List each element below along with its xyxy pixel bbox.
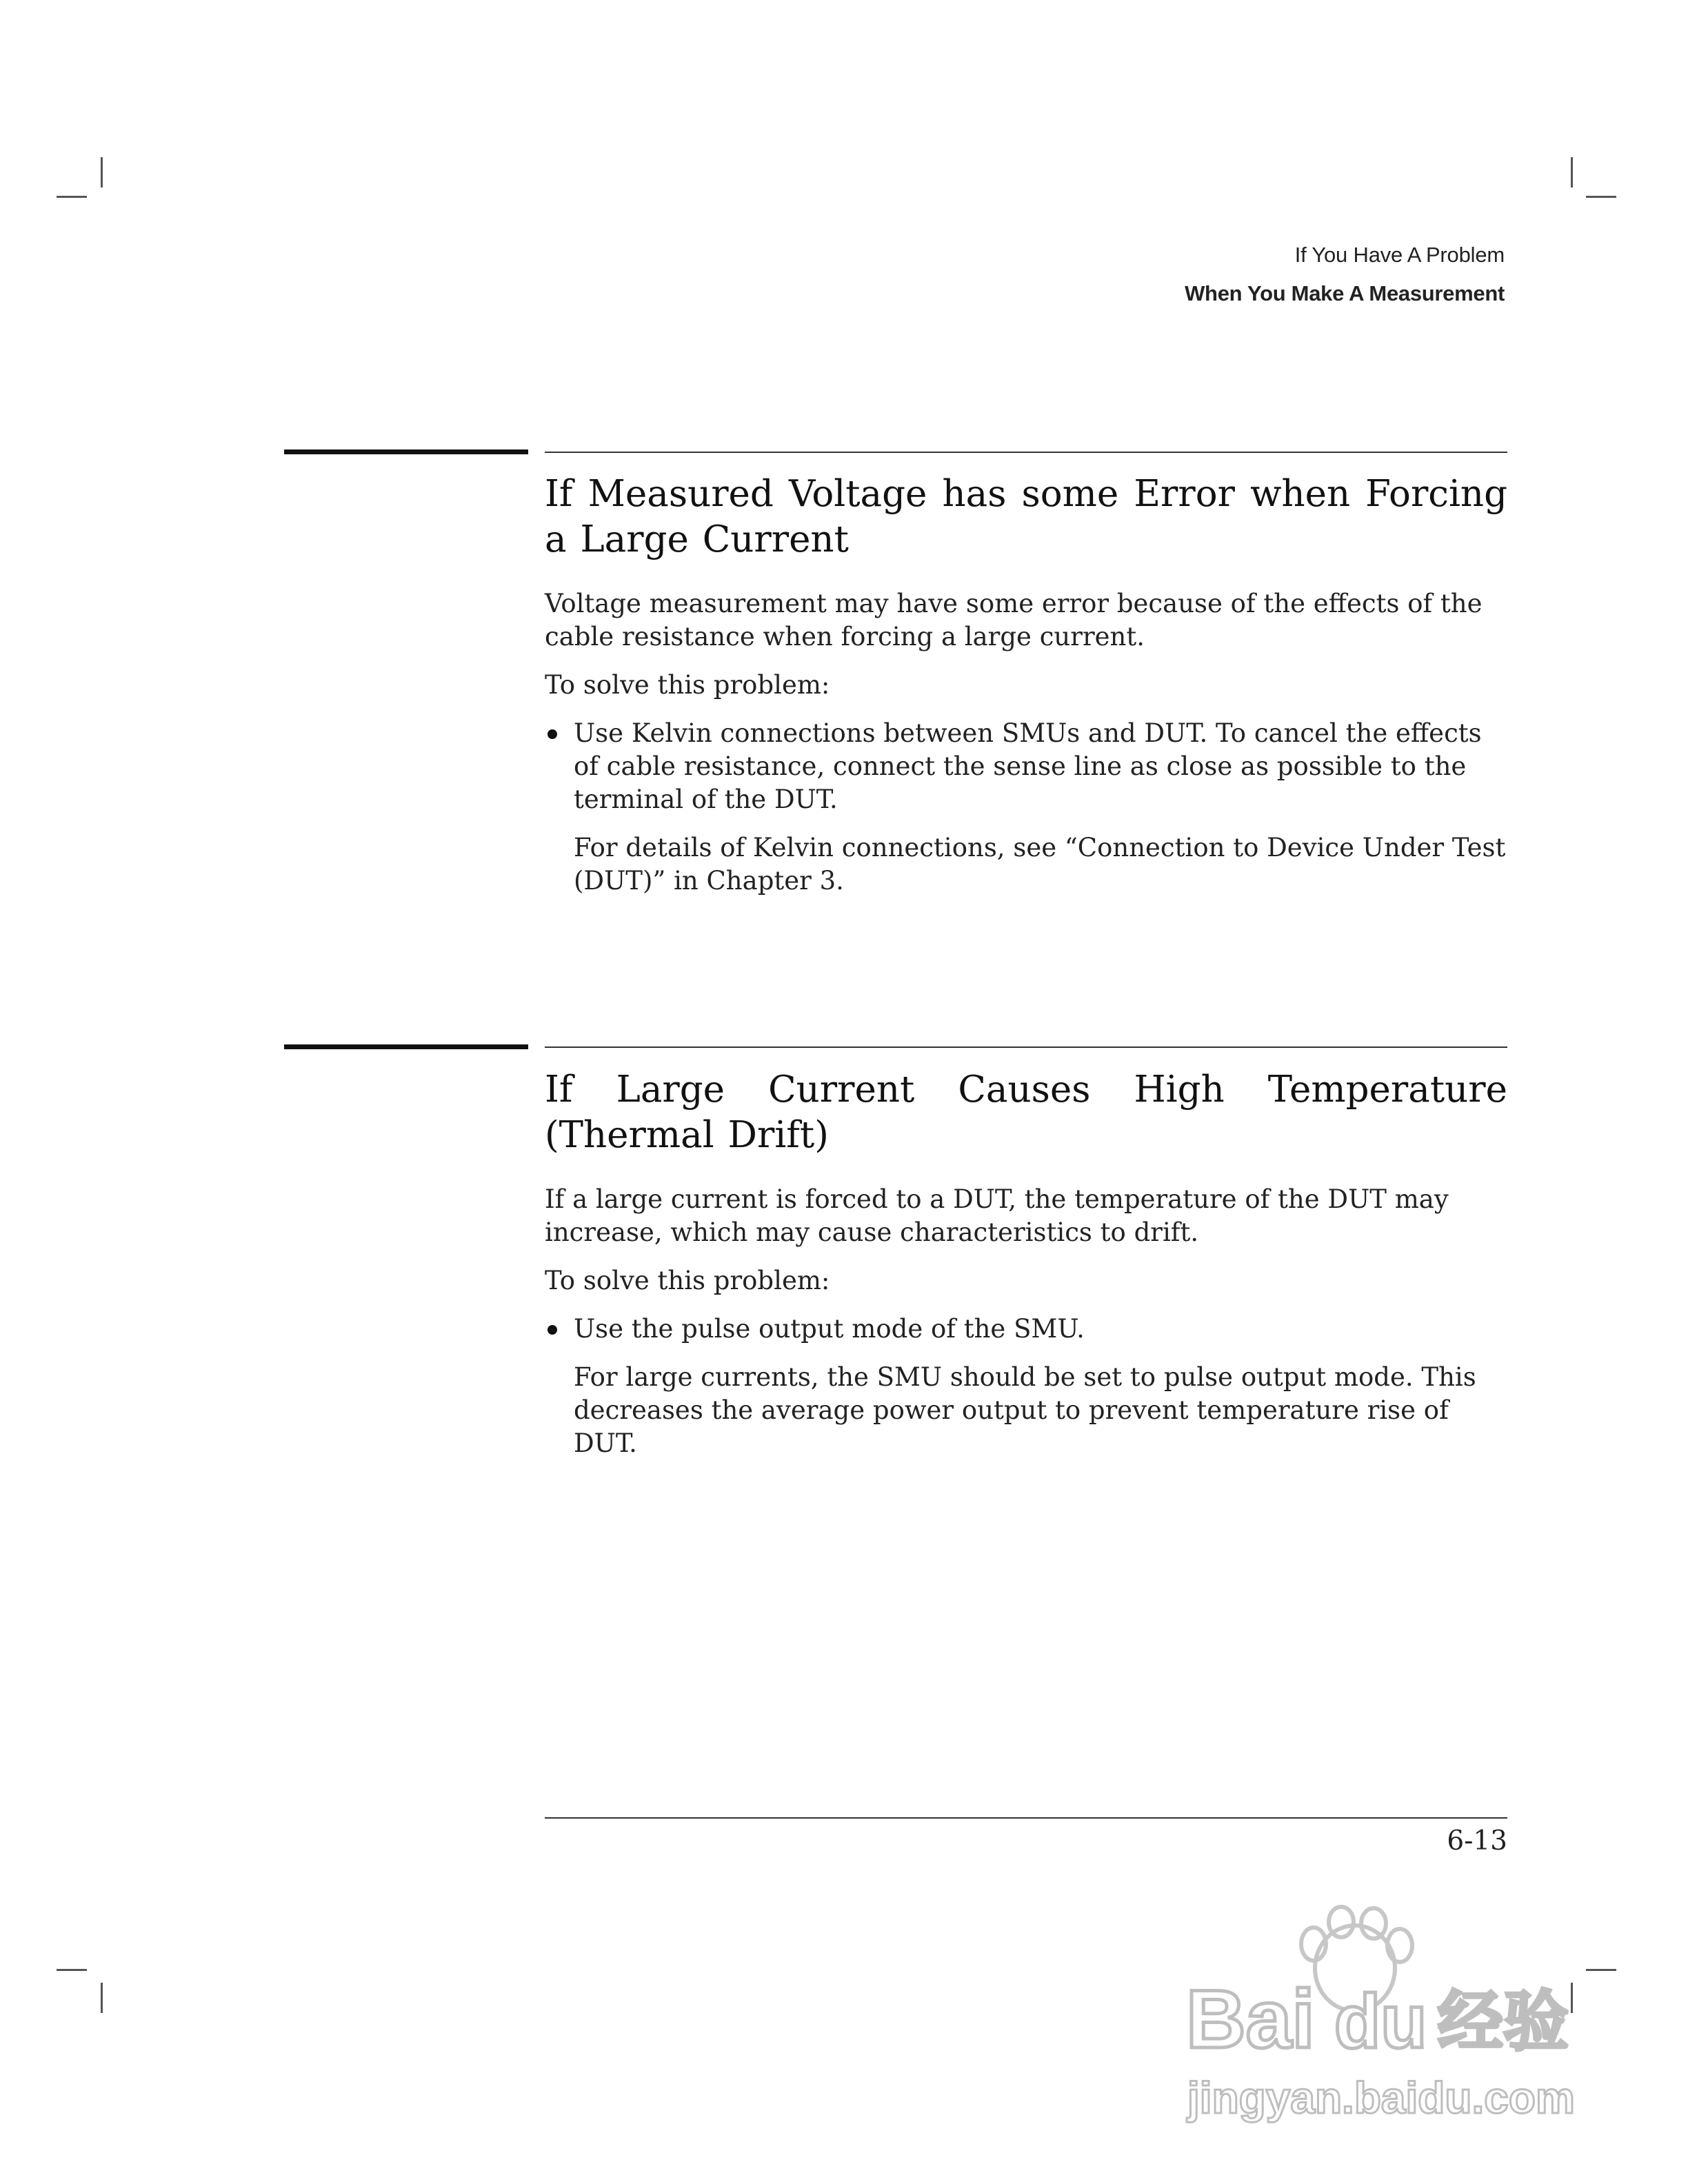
bullet-icon: [547, 729, 557, 739]
crop-mark-bottom-right: [1586, 1969, 1616, 1971]
section-title: If Large Current Causes High Temperature (Thermal Drift): [545, 1069, 1507, 1156]
section-rule-thin: [545, 1046, 1507, 1048]
section-rule-thick: [284, 449, 528, 454]
bullet-text: Use the pulse output mode of the SMU.: [574, 1314, 1085, 1344]
bullet-text: Use Kelvin connections between SMUs and DUT. To cancel the effects of cable resistance, connect the sense line as close as possible to the terminal of the DUT.: [574, 718, 1482, 814]
page-number: 6-13: [1447, 1826, 1507, 1857]
crop-mark-top-right: [1586, 196, 1616, 198]
crop-mark-bottom-left: [57, 1969, 87, 1971]
solve-label: To solve this problem:: [545, 670, 830, 700]
crop-mark-top-left: [57, 196, 87, 198]
section-kelvin: [545, 472, 1507, 898]
svg-text:jingyan.baidu.com: jingyan.baidu.com: [1187, 2073, 1575, 2123]
section-rule-thick: [284, 1044, 528, 1049]
detail-text: For details of Kelvin connections, see “Connection to Device Under Test (DUT)” in Chapter 3.: [574, 833, 1506, 896]
list-item: [545, 1313, 1507, 1346]
crop-mark-top-right: [1571, 157, 1573, 188]
running-header-chapter: If You Have A Problem: [1294, 243, 1505, 267]
baidu-watermark-logo: [1172, 1903, 1586, 2158]
section-rule-thin: [545, 452, 1507, 453]
list-item: [545, 717, 1507, 816]
crop-mark-bottom-left: [101, 1983, 103, 2013]
section-thermal: [545, 1067, 1507, 1460]
crop-mark-top-left: [101, 157, 103, 188]
svg-text:Bai: Bai: [1186, 1973, 1315, 2065]
section-intro: If a large current is forced to a DUT, the temperature of the DUT may increase, which may cause characteristics to drift.: [545, 1184, 1449, 1247]
svg-text:经验: 经验: [1438, 1984, 1569, 2060]
section-intro: Voltage measurement may have some error because of the effects of the cable resistance when forcing a large current.: [545, 589, 1483, 651]
section-title: If Measured Voltage has some Error when Forcing a Large Current: [545, 473, 1507, 560]
solve-label: To solve this problem:: [545, 1266, 830, 1295]
footer-rule: [545, 1817, 1507, 1819]
running-header-section: When You Make A Measurement: [1185, 281, 1505, 305]
svg-text:du: du: [1334, 1979, 1427, 2064]
detail-text: For large currents, the SMU should be set to pulse output mode. This decreases the average power output to prevent temperature rise of DUT.: [574, 1362, 1476, 1458]
bullet-icon: [547, 1325, 557, 1335]
